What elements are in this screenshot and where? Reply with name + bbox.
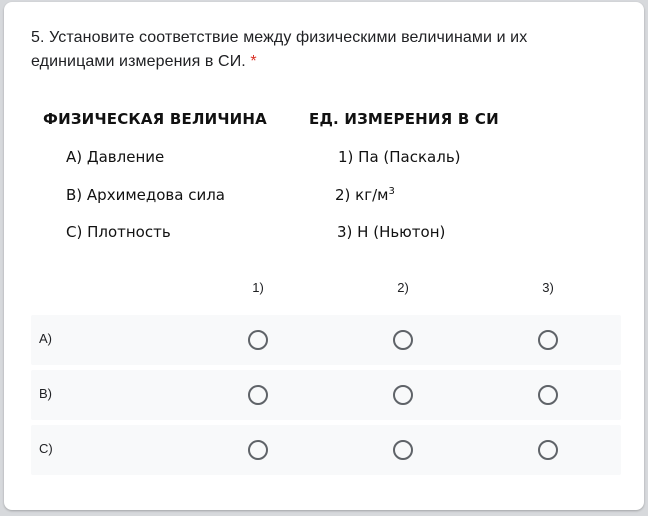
question-card bbox=[4, 2, 644, 510]
unit-item bbox=[335, 186, 395, 204]
grid-row bbox=[31, 370, 621, 420]
radio-button[interactable] bbox=[393, 440, 413, 460]
grid-row bbox=[31, 315, 621, 365]
unit-item: 3) Н (Ньютон) bbox=[337, 223, 446, 241]
row-label: В) bbox=[39, 386, 52, 401]
unit-heading: ЕД. ИЗМЕРЕНИЯ В СИ bbox=[309, 110, 499, 128]
quantity-heading: ФИЗИЧЕСКАЯ ВЕЛИЧИНА bbox=[43, 110, 267, 128]
quantity-item: А) Давление bbox=[66, 148, 165, 166]
column-header: 1) bbox=[252, 280, 264, 295]
radio-button[interactable] bbox=[393, 330, 413, 350]
quantity-item: В) Архимедова сила bbox=[66, 186, 225, 204]
column-header: 3) bbox=[542, 280, 554, 295]
radio-button[interactable] bbox=[538, 440, 558, 460]
column-header: 2) bbox=[397, 280, 409, 295]
question-image bbox=[4, 2, 644, 262]
radio-button[interactable] bbox=[538, 330, 558, 350]
unit-item: 1) Па (Паскаль) bbox=[338, 148, 461, 166]
unit-item-superscript: 3 bbox=[388, 186, 395, 197]
unit-item-base: 2) кг/м bbox=[335, 186, 389, 204]
row-label: С) bbox=[39, 441, 53, 456]
quantity-item: С) Плотность bbox=[66, 223, 171, 241]
radio-button[interactable] bbox=[248, 330, 268, 350]
radio-button[interactable] bbox=[393, 385, 413, 405]
question-text: 5. Установите соответствие между физическими величинами и их единицами измерения в СИ. bbox=[31, 29, 528, 70]
required-asterisk: * bbox=[250, 53, 257, 70]
grid-row bbox=[31, 425, 621, 475]
radio-button[interactable] bbox=[248, 385, 268, 405]
row-label: А) bbox=[39, 331, 52, 346]
radio-button[interactable] bbox=[248, 440, 268, 460]
radio-button[interactable] bbox=[538, 385, 558, 405]
